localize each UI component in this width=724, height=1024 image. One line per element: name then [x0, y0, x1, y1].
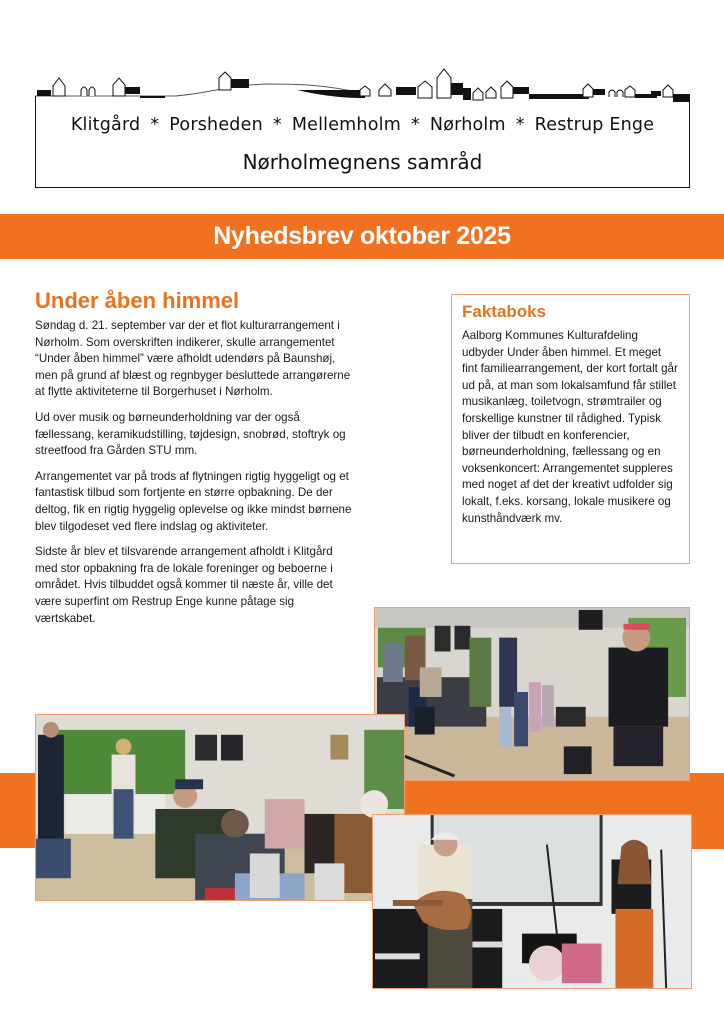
village-name: Restrup Enge: [534, 115, 655, 135]
organization-name: Nørholmegnens samråd: [242, 150, 483, 174]
village-separator: *: [150, 115, 160, 135]
newsletter-title: Nyhedsbrev oktober 2025: [213, 222, 511, 250]
article-paragraph: Ud over musik og børneunderholdning var der også fællessang, keramikudstilling, tøjdesign, snobrød, stoftryk og streetfood fra Gården STU mm.: [35, 410, 346, 458]
fact-box: [451, 294, 690, 564]
photo-children-entertainer: [374, 607, 690, 781]
village-list: [35, 115, 690, 135]
article-paragraph: Sidste år blev et tilsvarende arrangement afholdt i Klitgård med stor opbakning fra de lokale foreninger og beboerne i området. Hvis tilbuddet også kommer til næste år, ville det være superfint om Restrup Enge kunne påtage sig værtskabet.: [35, 545, 333, 625]
photo-image: [375, 608, 689, 780]
photo-musicians: [372, 814, 692, 989]
village-name: Mellemholm: [291, 115, 401, 135]
fact-box-heading: Faktaboks: [462, 302, 547, 321]
village-name: Nørholm: [429, 115, 506, 135]
village-separator: *: [410, 115, 420, 135]
photo-image: [36, 715, 404, 900]
village-name: Klitgård: [70, 115, 141, 135]
masthead-logo: [35, 60, 690, 190]
newsletter-banner: [0, 214, 724, 259]
fact-box-text: Aalborg Kommunes Kulturafdeling udbyder Under åben himmel. Et meget fint familiearrangement, der kort fortalt går ud på, at man som lokalsamfund får stillet musikanlæg, toiletvogn, strømtrailer og forskellige kunstner til rådighed. Typisk bliver der tilbudt en konferencier, børneunderholdning, fællessang og en voksenkoncert: Arrangementet suppleres med noget af det der kreativt udfolder sig lokalt, f.eks. korsang, lokale musikere og kunsthåndværk mv.: [462, 329, 678, 525]
article-paragraph: Arrangementet var på trods af flytningen rigtig hyggeligt og et fantastisk tilbud som fortjente en større opbakning. De der deltog, fik en rigtig hyggelig oplevelse og ikke mindst børnene blev tilgodeset ved flere indslag og aktiviteter.: [35, 469, 352, 533]
village-separator: *: [515, 115, 525, 135]
photo-audience: [35, 714, 405, 901]
article-paragraph: Søndag d. 21. september var der et flot kulturarrangement i Nørholm. Som overskriften indikerer, skulle arrangementet “Under åben himmel” være afholdt udendørs på Baunshøj, men på grund af blæst og regnbyger besluttede arrangørerne at flytte aktiviteterne til Borgerhuset i Nørholm.: [35, 319, 351, 399]
village-name: Porsheden: [169, 115, 263, 135]
article: [35, 288, 355, 636]
article-heading: Under åben himmel: [35, 288, 240, 313]
decorative-orange-bar: [690, 773, 724, 849]
photo-image: [373, 815, 691, 988]
masthead-frame: [35, 96, 690, 188]
village-separator: *: [272, 115, 282, 135]
decorative-orange-bar: [0, 773, 36, 848]
